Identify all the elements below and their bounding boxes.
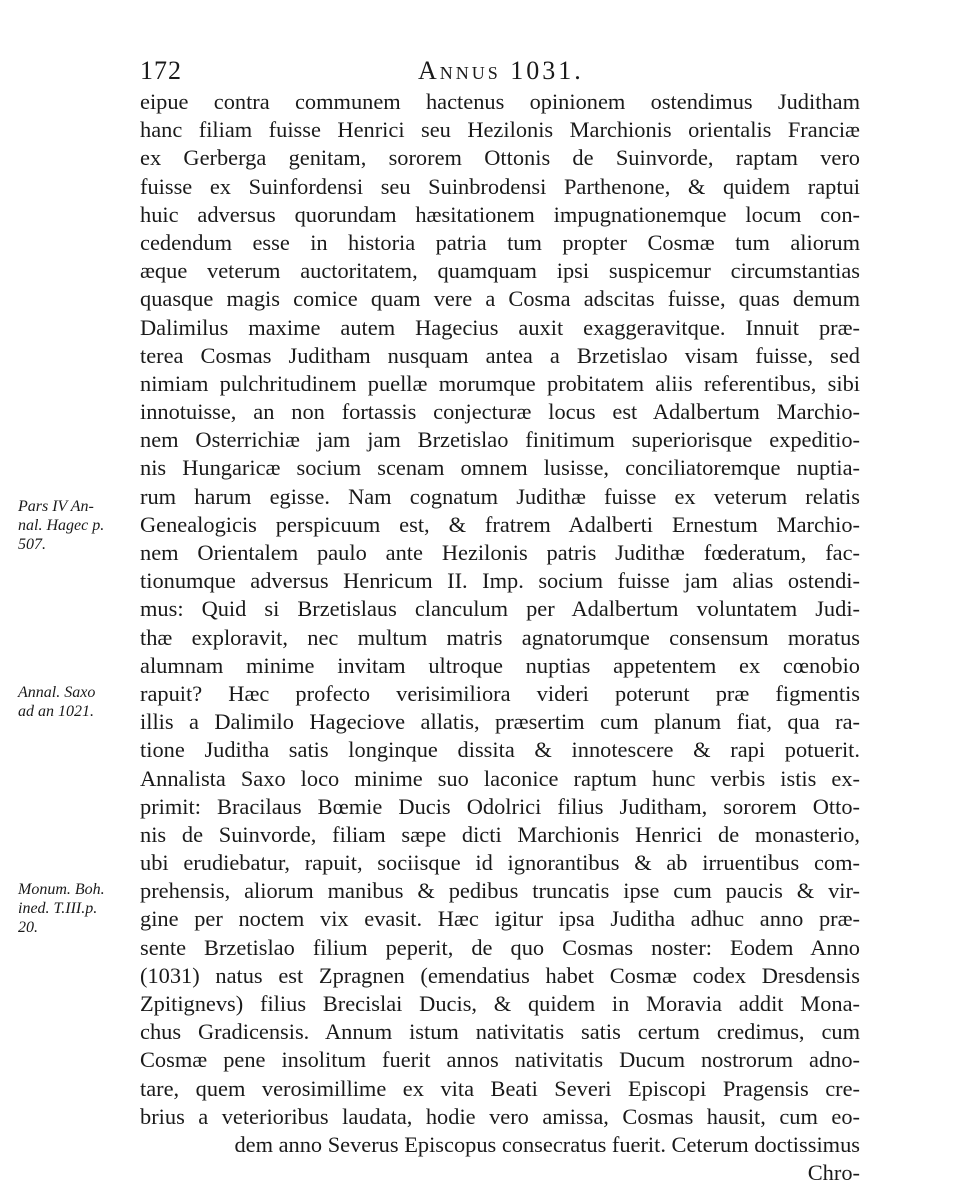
text-line: alumnam minime invitam ultroque nuptias appetentem ex cœnobio — [140, 652, 860, 678]
margin-note-line: Pars IV An- — [18, 498, 94, 515]
text-line: gine per noctem vix evasit. Hæc igitur ipsa Juditha adhuc anno præ- — [140, 906, 860, 932]
text-line: innotuisse, an non fortassis conjecturæ locus est Adalbertum Marchio- — [140, 399, 860, 425]
text-line: eipue contra communem hactenus opinionem ostendimus Juditham — [140, 89, 860, 114]
text-line: chus Gradicensis. Annum istum nativitatis satis certum credimus, cum — [140, 1019, 860, 1045]
text-line: nis Hungaricæ socium scenam omnem lusisse, conciliatoremque nuptia- — [140, 455, 860, 481]
margin-note-hagecius — [18, 497, 130, 554]
text-line: Cosmæ pene insolitum fuerit annos nativitatis Ducum nostrorum adno- — [140, 1047, 860, 1073]
running-title: Annus 1031. — [418, 56, 584, 85]
text-line: terea Cosmas Juditham nusquam antea a Brzetislao visam fuisse, sed — [140, 342, 860, 368]
text-line: mus: Quid si Brzetislaus clanculum per Adalbertum voluntatem Judi- — [140, 596, 860, 622]
margin-note-annalista-saxo — [18, 683, 130, 721]
text-line: nimiam pulchritudinem puellæ morumque probitatem aliis referentibus, sibi — [140, 370, 860, 396]
text-line: ex Gerberga genitam, sororem Ottonis de Suinvorde, raptam vero — [140, 145, 860, 171]
text-line: cedendum esse in historia patria tum propter Cosmæ tum aliorum — [140, 229, 860, 255]
text-line: æque veterum auctoritatem, quamquam ipsi suspicemur circumstantias — [140, 258, 860, 284]
margin-note-line: ined. T.III.p. — [18, 900, 98, 917]
margin-note-line: nal. Hagec p. — [18, 517, 105, 534]
text-line: rapuit? Hæc profecto verisimiliora videri poterunt præ figmentis — [140, 680, 860, 706]
page-number: 172 — [140, 56, 182, 85]
text-line: hanc filiam fuisse Henrici seu Hezilonis Marchionis orientalis Franciæ — [140, 117, 860, 143]
text-line: ubi erudiebatur, rapuit, sociisque id ignorantibus & ab irruentibus com- — [140, 850, 860, 876]
text-line: nis de Suinvorde, filiam sæpe dicti Marchionis Henrici de monasterio, — [140, 821, 860, 847]
text-line: Annalista Saxo loco minime suo laconice raptum hunc verbis istis ex- — [140, 765, 860, 791]
text-line: sente Brzetislao filium peperit, de quo Cosmas noster: Eodem Anno — [140, 934, 860, 960]
text-line: rum harum egisse. Nam cognatum Judithæ fuisse ex veterum relatis — [140, 483, 860, 509]
text-line: Genealogicis perspicuum est, & fratrem Adalberti Ernestum Marchio- — [140, 511, 860, 537]
margin-note-line: ad an 1021. — [18, 703, 94, 720]
margin-note-line: 507. — [18, 536, 46, 553]
page-header — [0, 52, 960, 92]
text-line: nem Osterrichiæ jam jam Brzetislao finitimum superiorisque expeditio- — [140, 427, 860, 453]
text-line: Dalimilus maxime autem Hagecius auxit exaggeravitque. Innuit præ- — [140, 314, 860, 340]
text-line: brius a veterioribus laudata, hodie vero amissa, Cosmas hausit, cum eo- — [140, 1103, 860, 1129]
text-line: primit: Bracilaus Bœmie Ducis Odolrici filius Juditham, sororem Otto- — [140, 793, 860, 819]
text-line: prehensis, aliorum manibus & pedibus truncatis ipse cum paucis & vir- — [140, 878, 860, 904]
text-line: nem Orientalem paulo ante Hezilonis patris Judithæ fœderatum, fac- — [140, 540, 860, 565]
margin-note-line: Annal. Saxo — [18, 684, 96, 701]
text-line: fuisse ex Suinfordensi seu Suinbrodensi Parthenone, & quidem raptui — [140, 173, 860, 199]
margin-note-line: 20. — [18, 919, 38, 936]
text-line: thæ exploravit, nec multum matris agnatorumque consensum moratus — [140, 624, 860, 650]
text-line: dem anno Severus Episcopus consecratus fuerit. Ceterum doctissimus — [234, 1131, 860, 1157]
text-line: tionumque adversus Henricum II. Imp. socium fuisse jam alias ostendi- — [140, 568, 860, 594]
text-line: Chro- — [807, 1160, 860, 1186]
text-line: illis a Dalimilo Hageciove allatis, præsertim cum planum fiat, qua ra- — [140, 709, 860, 735]
body-text — [140, 88, 860, 1187]
text-line: (1031) natus est Zpragnen (emendatius habet Cosmæ codex Dresdensis — [140, 962, 860, 988]
text-line: huic adversus quorundam hæsitationem impugnationemque locum con- — [140, 201, 860, 227]
text-line: tione Juditha satis longinque dissita & innotescere & rapi potuerit. — [140, 737, 860, 763]
margin-note-line: Monum. Boh. — [18, 881, 105, 898]
text-line: quasque magis comice quam vere a Cosma adscitas fuisse, quas demum — [140, 286, 860, 312]
margin-note-monumenta — [18, 880, 130, 937]
text-line: Zpitignevs) filius Brecislai Ducis, & quidem in Moravia addit Mona- — [140, 991, 860, 1016]
text-line: tare, quem verosimillime ex vita Beati Severi Episcopi Pragensis cre- — [140, 1075, 860, 1101]
